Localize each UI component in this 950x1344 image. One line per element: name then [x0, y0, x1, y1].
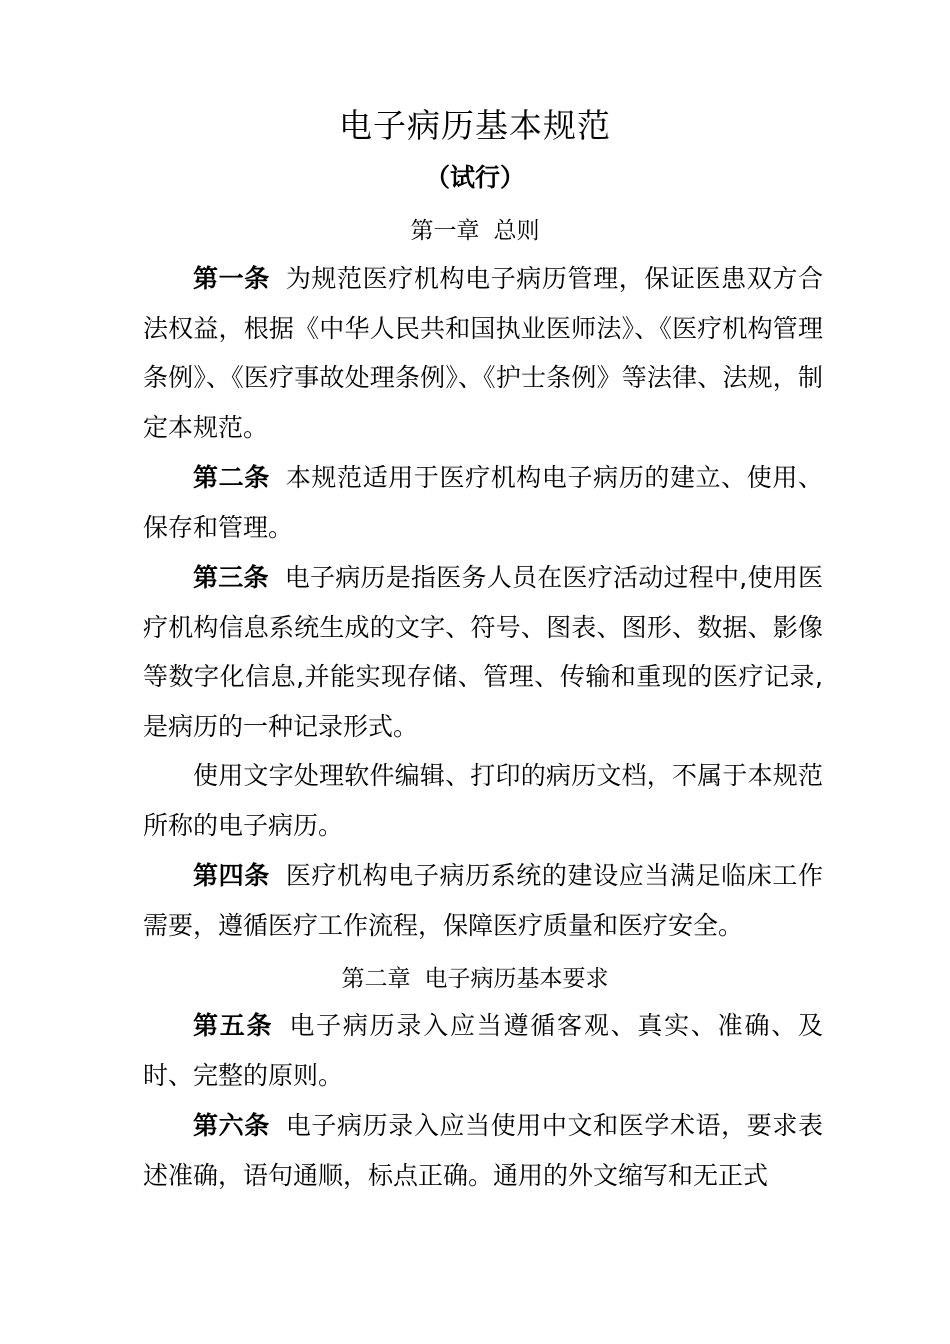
chapter-heading: [0, 962, 950, 996]
chapter-number: 第一章: [410, 218, 480, 244]
chapter-name: 电子病历基本要求: [424, 966, 609, 992]
article-paragraph: [143, 553, 823, 751]
article-number: 第一条: [193, 264, 270, 293]
chapter-heading: [0, 214, 950, 248]
article-paragraph: [143, 851, 823, 950]
article-text: 使用文字处理软件编辑、打印的病历文档，不属于本规范所称的电子病历。: [143, 761, 823, 840]
article-paragraph: [143, 453, 823, 552]
article-text: 医疗机构电子病历系统的建设应当满足临床工作需要，遵循医疗工作流程，保障医疗质量和医疗安全。: [143, 861, 823, 940]
article-continuation-paragraph: [143, 751, 823, 850]
article-text: 本规范适用于医疗机构电子病历的建立、使用、保存和管理。: [143, 463, 823, 542]
document-subtitle: （试行）: [424, 163, 525, 192]
article-number: 第五条: [193, 1011, 274, 1040]
document-title: 电子病历基本规范: [339, 106, 611, 145]
article-text: 电子病历是指医务人员在医疗活动过程中,使用医疗机构信息系统生成的文字、符号、图表、图形、数据、影像等数字化信息,并能实现存储、管理、传输和重现的医疗记录,是病历的一种记录形式。: [143, 563, 823, 741]
article-number: 第六条: [193, 1111, 270, 1140]
article-text: 为规范医疗机构电子病历管理，保证医患双方合法权益，根据《中华人民共和国执业医师法》、《医疗机构管理条例》、《医疗事故处理条例》、《护士条例》等法律、法规，制定本规范。: [143, 264, 823, 442]
article-number: 第二条: [193, 463, 270, 492]
chapter-number: 第二章: [341, 966, 411, 992]
article-number: 第四条: [193, 861, 270, 890]
article-text: 电子病历录入应当使用中文和医学术语，要求表述准确，语句通顺，标点正确。通用的外文缩写和无正式: [143, 1111, 823, 1190]
article-paragraph: [143, 254, 823, 452]
article-text: 电子病历录入应当遵循客观、真实、准确、及时、完整的原则。: [143, 1011, 823, 1090]
article-number: 第三条: [193, 563, 269, 592]
article-paragraph: [143, 1101, 823, 1200]
chapter-name: 总则: [493, 218, 540, 244]
article-paragraph: [143, 1001, 823, 1100]
